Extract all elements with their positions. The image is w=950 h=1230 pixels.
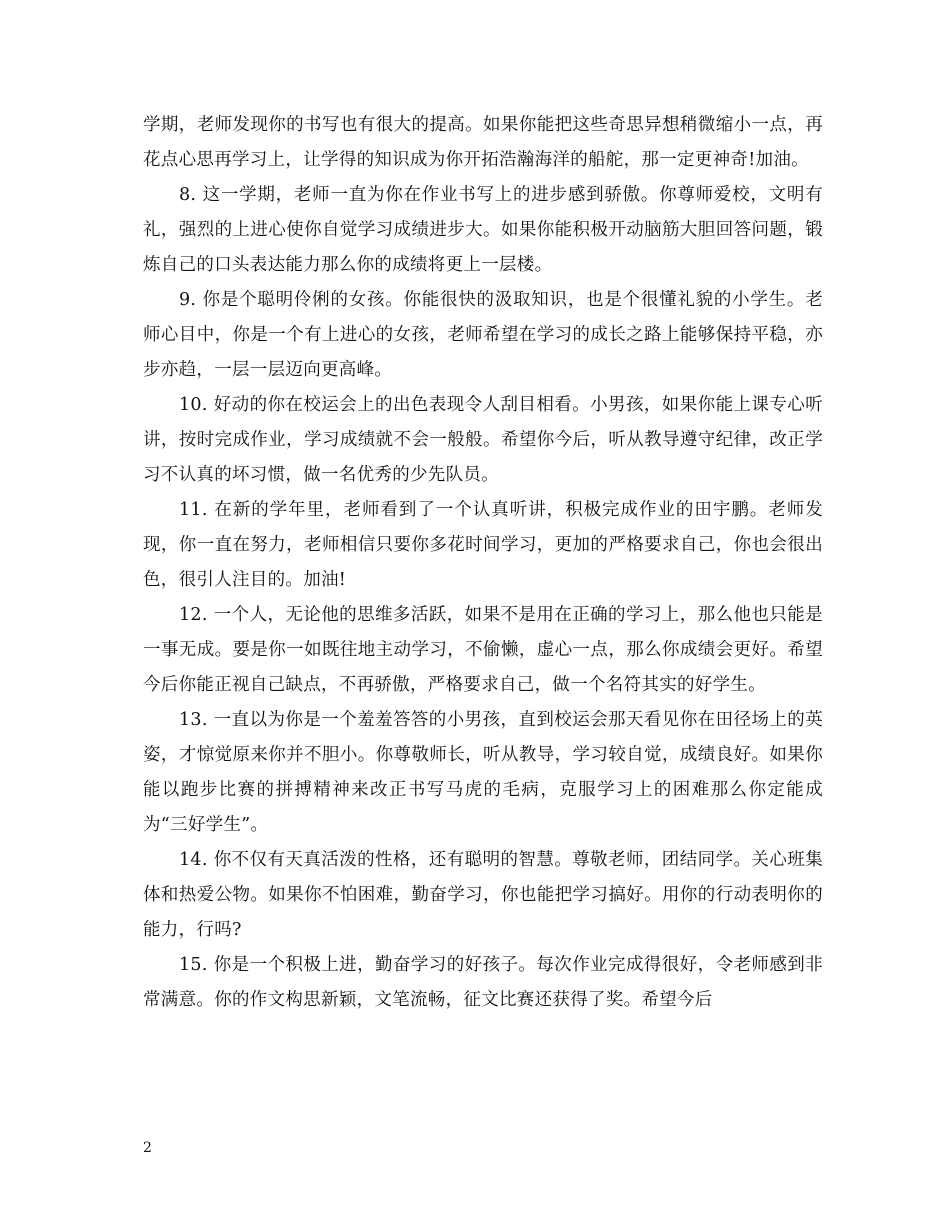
paragraph-continued: 学期，老师发现你的书写也有很大的提高。如果你能把这些奇思异想稍微缩小一点，再花点心思再学习上，让学得的知识成为你开拓浩瀚海洋的船舵，那一定更神奇!加油。 xyxy=(143,115,823,170)
paragraph-comment-8: 8. 这一学期，老师一直为你在作业书写上的进步感到骄傲。你尊师爱校，文明有礼，强烈的上进心使你自觉学习成绩进步大。如果你能积极开动脑筋大胆回答问题，锻炼自己的口头表达能力那么你的成绩将更上一层楼。 xyxy=(143,185,823,275)
paragraph-comment-9: 9. 你是个聪明伶俐的女孩。你能很快的汲取知识，也是个很懂礼貌的小学生。老师心目中，你是一个有上进心的女孩，老师希望在学习的成长之路上能够保持平稳，亦步亦趋，一层一层迈向更高峰。 xyxy=(143,290,823,380)
page-number: 2 xyxy=(143,1140,152,1156)
paragraph-comment-15: 15. 你是一个积极上进，勤奋学习的好孩子。每次作业完成得很好，令老师感到非常满意。你的作文构思新颖，文笔流畅，征文比赛还获得了奖。希望今后 xyxy=(143,955,823,1010)
paragraph-comment-11: 11. 在新的学年里，老师看到了一个认真听讲，积极完成作业的田宇鹏。老师发现，你一直在努力，老师相信只要你多花时间学习，更加的严格要求自己，你也会很出色，很引人注目的。加油! xyxy=(143,500,823,590)
paragraph-comment-14: 14. 你不仅有天真活泼的性格，还有聪明的智慧。尊敬老师，团结同学。关心班集体和热爱公物。如果你不怕困难，勤奋学习，你也能把学习搞好。用你的行动表明你的能力，行吗? xyxy=(143,850,823,940)
paragraph-comment-10: 10. 好动的你在校运会上的出色表现令人刮目相看。小男孩，如果你能上课专心听讲，按时完成作业，学习成绩就不会一般般。希望你今后，听从教导遵守纪律，改正学习不认真的坏习惯，做一名优秀的少先队员。 xyxy=(143,395,823,485)
document-body xyxy=(143,108,823,1018)
paragraph-comment-13: 13. 一直以为你是一个羞羞答答的小男孩，直到校运会那天看见你在田径场上的英姿，才惊觉原来你并不胆小。你尊敬师长，听从教导，学习较自觉，成绩良好。如果你能以跑步比赛的拼搏精神来改正书写马虎的毛病，克服学习上的困难那么你定能成为“三好学生”。 xyxy=(143,710,823,835)
paragraph-comment-12: 12. 一个人，无论他的思维多活跃，如果不是用在正确的学习上，那么他也只能是一事无成。要是你一如既往地主动学习，不偷懒，虚心一点，那么你成绩会更好。希望今后你能正视自己缺点，不再骄傲，严格要求自己，做一个名符其实的好学生。 xyxy=(143,605,823,695)
